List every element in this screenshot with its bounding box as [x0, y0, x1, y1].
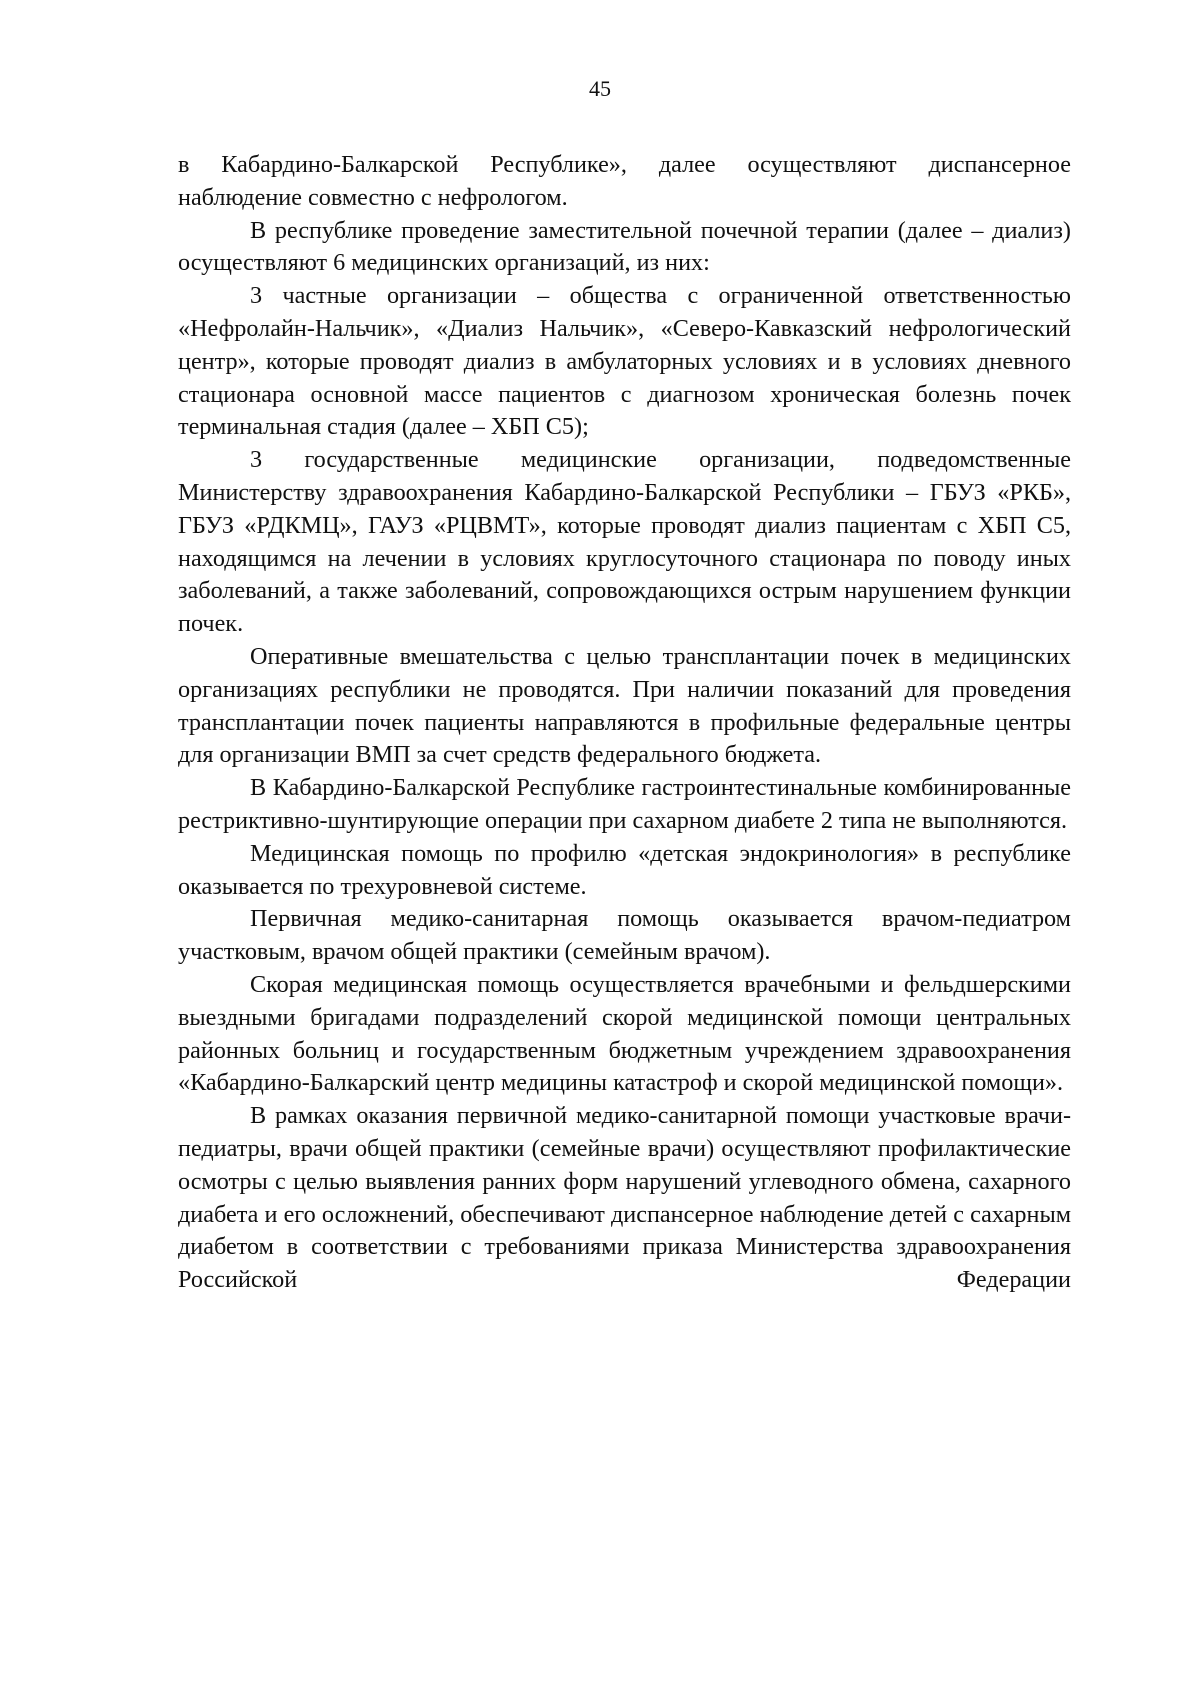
paragraph: Медицинская помощь по профилю «детская эндокринология» в республике оказывается по трехуровневой системе.	[178, 839, 1071, 900]
paragraph: Первичная медико-санитарная помощь оказывается врачом-педиатром участковым, врачом общей практики (семейным врачом).	[178, 905, 1071, 966]
paragraph: 3 государственные медицинские организации, подведомственные Министерству здравоохранения Кабардино-Балкарской Республики – ГБУЗ «РКБ», ГБУЗ «РДКМЦ», ГАУЗ «РЦВМТ», которые проводят диализ пациентам с ХБП С5, находящимся на лечении в условиях круглосуточного стационара по поводу иных заболеваний, а также заболеваний, сопровождающихся острым нарушением функции почек.	[178, 446, 1071, 638]
paragraph: 3 частные организации – общества с ограниченной ответственностью «Нефролайн-Нальчик», «Диализ Нальчик», «Северо-Кавказский нефрологический центр», которые проводят диализ в амбулаторных условиях и в условиях дневного стационара основной массе пациентов с диагнозом хроническая болезнь почек терминальная стадия (далее – ХБП С5);	[178, 282, 1071, 441]
paragraph: В республике проведение заместительной почечной терапии (далее – диализ) осуществляют 6 медицинских организаций, из них:	[178, 216, 1071, 277]
paragraph: В Кабардино-Балкарской Республике гастроинтестинальные комбинированные рестриктивно-шунтирующие операции при сахарном диабете 2 типа не выполняются.	[178, 774, 1071, 834]
document-body	[178, 149, 1071, 1297]
paragraph: В рамках оказания первичной медико-санитарной помощи участковые врачи-педиатры, врачи общей практики (семейные врачи) осуществляют профилактические осмотры с целью выявления ранних форм нарушений углеводного обмена, сахарного диабета и его осложнений, обеспечивают диспансерное наблюдение детей с сахарным диабетом в соответствии с требованиями приказа Министерства здравоохранения Российской Федерации	[178, 1102, 1071, 1294]
page-number: 45	[589, 76, 611, 101]
paragraph: в Кабардино-Балкарской Республике», далее осуществляют диспансерное наблюдение совместно с нефрологом.	[178, 151, 1071, 211]
paragraph: Оперативные вмешательства с целью трансплантации почек в медицинских организациях республики не проводятся. При наличии показаний для проведения трансплантации почек пациенты направляются в профильные федеральные центры для организации ВМП за счет средств федерального бюджета.	[178, 642, 1071, 769]
paragraph: Скорая медицинская помощь осуществляется врачебными и фельдшерскими выездными бригадами подразделений скорой медицинской помощи центральных районных больниц и государственным бюджетным учреждением здравоохранения «Кабардино-Балкарский центр медицины катастроф и скорой медицинской помощи».	[178, 970, 1071, 1097]
